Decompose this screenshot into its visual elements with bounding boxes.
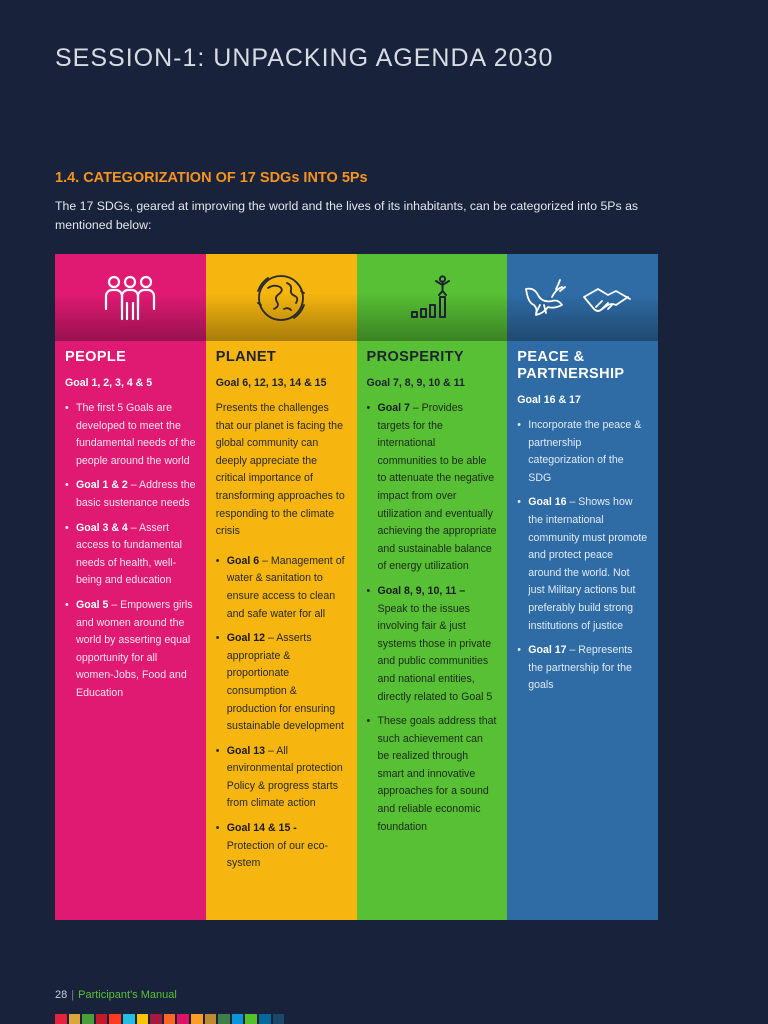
peace-title: PEACE & PARTNERSHIP: [517, 349, 625, 382]
prosperity-goals: Goal 7, 8, 9, 10 & 11: [366, 377, 465, 389]
people-bullets: [65, 400, 196, 703]
sdg-color-swatch: [123, 1014, 135, 1024]
list-item: • Goal 7 – Provides targets for the international communities to be able to attenuate the negative impact from over utilization and eventually achieving the appropriate and sustainable balance of energy utilization: [367, 400, 498, 576]
sdg-color-swatch: [191, 1014, 203, 1024]
peace-bullets: [517, 417, 648, 695]
sdg-color-swatch: [109, 1014, 121, 1024]
sdg-color-swatch: [245, 1014, 257, 1024]
globe-icon: [254, 271, 308, 325]
sdg-color-swatch: [137, 1014, 149, 1024]
list-item: • The first 5 Goals are developed to meet the fundamental needs of the people around the world: [65, 400, 196, 470]
prosperity-bullets: [367, 400, 498, 836]
sdg-color-swatch: [232, 1014, 244, 1024]
prosperity-column: [357, 254, 508, 920]
peace-icon-band: [507, 254, 658, 341]
sdg-color-swatch: [150, 1014, 162, 1024]
sdg-color-swatch: [164, 1014, 176, 1024]
section-heading: 1.4. CATEGORIZATION OF 17 SDGs INTO 5Ps: [55, 170, 368, 186]
people-icon: [101, 275, 159, 321]
dove-handshake-icon: [522, 275, 644, 321]
list-item: • Goal 1 & 2 – Address the basic sustenance needs: [65, 477, 196, 512]
sdg-color-swatch: [177, 1014, 189, 1024]
sdg-color-swatch: [273, 1014, 285, 1024]
planet-bullets: [216, 553, 347, 873]
people-goals: Goal 1, 2, 3, 4 & 5: [65, 377, 153, 389]
session-title: SESSION-1: UNPACKING AGENDA 2030: [55, 44, 554, 72]
list-item: • Goal 5 – Empowers girls and women around the world by asserting equal opportunity for all women-Jobs, Food and Education: [65, 597, 196, 703]
people-icon-band: [55, 254, 206, 341]
planet-column: [206, 254, 357, 920]
peace-goals: Goal 16 & 17: [517, 394, 581, 406]
sdg-color-swatch: [69, 1014, 81, 1024]
list-item: • Goal 12 – Asserts appropriate & proportionate consumption & production for ensuring sustainable development: [216, 630, 347, 736]
sdg-color-swatch: [259, 1014, 271, 1024]
sdg-color-swatch: [96, 1014, 108, 1024]
sdg-color-swatch: [205, 1014, 217, 1024]
prosperity-title: PROSPERITY: [366, 349, 464, 365]
sdg-color-swatch: [82, 1014, 94, 1024]
list-item: • Incorporate the peace & partnership categorization of the SDG: [517, 417, 648, 487]
list-item: • Goal 6 – Management of water & sanitation to ensure access to clean and safe water for all: [216, 553, 347, 623]
sdg-color-strip: [55, 1014, 284, 1024]
sdg-color-swatch: [218, 1014, 230, 1024]
list-item: • Goal 14 & 15 - Protection of our eco-system: [216, 820, 347, 873]
peace-column: [507, 254, 658, 920]
growth-chart-icon: [410, 275, 454, 321]
list-item: • These goals address that such achievement can be realized through smart and innovative approaches for a sound and reliable economic foundation: [367, 713, 498, 836]
manual-title: Participant's Manual: [78, 989, 177, 1001]
people-title: PEOPLE: [65, 349, 127, 365]
planet-intro: Presents the challenges that our planet is facing the global community can deeply appreciate the critical importance of transforming approaches to responding to the climate crisis: [215, 402, 345, 538]
list-item: • Goal 3 & 4 – Assert access to fundamental needs of health, well-being and education: [65, 520, 196, 590]
intro-paragraph: The 17 SDGs, geared at improving the world and the lives of its inhabitants, can be categorized into 5Ps as mentioned below:: [55, 199, 639, 232]
list-item: • Goal 8, 9, 10, 11 – Speak to the issues involving fair & just systems those in private and public communities and national entities, directly related to Goal 5: [367, 583, 498, 706]
page-number: 28: [55, 989, 68, 1001]
prosperity-icon-band: [357, 254, 508, 341]
list-item: • Goal 16 – Shows how the international community must promote and protect peace around the world. Not just Military actions but preferably build strong institutions of justice: [517, 494, 648, 635]
page-footer: [55, 989, 177, 1001]
planet-icon-band: [206, 254, 357, 341]
sdg-color-swatch: [55, 1014, 67, 1024]
people-column: [55, 254, 206, 920]
planet-goals: Goal 6, 12, 13, 14 & 15: [215, 377, 327, 389]
footer-separator: |: [71, 989, 75, 1001]
planet-title: PLANET: [215, 349, 277, 365]
list-item: • Goal 13 – All environmental protection Policy & progress starts from climate action: [216, 743, 347, 813]
five-ps-table: [55, 254, 658, 920]
list-item: • Goal 17 – Represents the partnership for the goals: [517, 642, 648, 695]
